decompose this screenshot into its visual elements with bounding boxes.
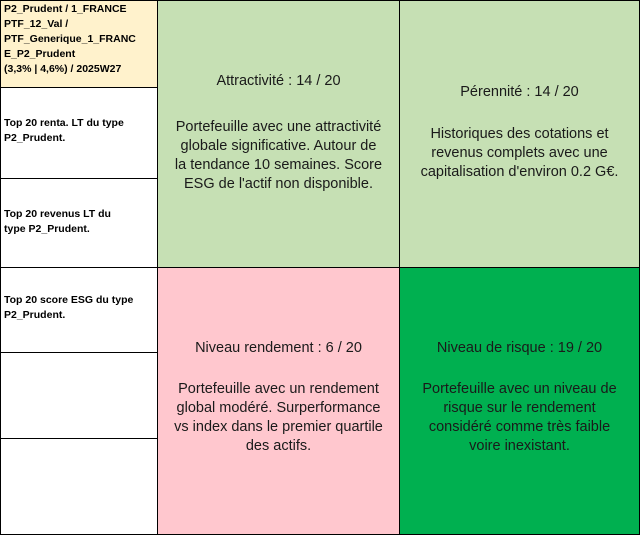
portfolio-header-line: E_P2_Prudent: [4, 48, 76, 60]
risque-desc-line: considéré comme très faible: [428, 419, 611, 435]
perennite-desc-line: Historiques des cotations et: [430, 126, 609, 142]
portfolio-header-line: P2_Prudent / 1_FRANCE: [4, 3, 127, 15]
empty-cell: [0, 438, 158, 535]
risque-desc-line: Portefeuille avec un niveau de: [422, 381, 617, 397]
rendement-desc-line: vs index dans le premier quartile: [174, 419, 383, 435]
perennite-desc-line: capitalisation d'environ 0.2 G€.: [420, 164, 619, 180]
risque-desc-line: risque sur le rendement: [443, 400, 596, 416]
rendement-title: Niveau rendement : 6 / 20: [195, 340, 362, 356]
top20-esg-line: Top 20 score ESG du type: [4, 294, 134, 306]
rendement-desc-line: Portefeuille avec un rendement: [178, 381, 379, 397]
top20-revenus-line: Top 20 revenus LT du: [4, 208, 111, 220]
perennite-title: Pérennité : 14 / 20: [460, 84, 579, 100]
top20-revenus-cell[interactable]: [0, 178, 158, 268]
perennite-panel: [399, 0, 640, 268]
risque-panel: [399, 267, 640, 535]
top20-esg-line: P2_Prudent.: [4, 309, 66, 321]
top20-revenus-line: type P2_Prudent.: [4, 223, 90, 235]
attractivite-desc-line: la tendance 10 semaines. Score: [174, 157, 383, 173]
rendement-panel: [157, 267, 400, 535]
risque-desc-line: voire inexistant.: [469, 438, 570, 454]
attractivite-title: Attractivité : 14 / 20: [216, 73, 341, 89]
top20-renta-line: P2_Prudent.: [4, 132, 66, 144]
empty-cell: [0, 352, 158, 439]
attractivite-desc-line: Portefeuille avec une attractivité: [175, 119, 382, 135]
attractivite-panel: [157, 0, 400, 268]
rendement-desc-line: des actifs.: [245, 438, 312, 454]
perennite-desc-line: revenus complets avec une: [431, 145, 608, 161]
rendement-desc-line: global modéré. Surperformance: [176, 400, 381, 416]
attractivite-desc-line: globale significative. Autour de: [180, 138, 377, 154]
portfolio-header-text: [4, 2, 155, 77]
portfolio-header-cell: [0, 0, 158, 88]
portfolio-header-line: (3,3% | 4,6%) / 2025W27: [4, 63, 122, 75]
risque-title: Niveau de risque : 19 / 20: [436, 340, 603, 356]
portfolio-header-line: PTF_Generique_1_FRANC: [4, 33, 136, 45]
top20-renta-cell[interactable]: [0, 87, 158, 179]
portfolio-header-line: PTF_12_Val /: [4, 18, 69, 30]
top20-esg-cell[interactable]: [0, 267, 158, 353]
top20-renta-line: Top 20 renta. LT du type: [4, 117, 124, 129]
attractivite-desc-line: ESG de l'actif non disponible.: [184, 176, 373, 192]
